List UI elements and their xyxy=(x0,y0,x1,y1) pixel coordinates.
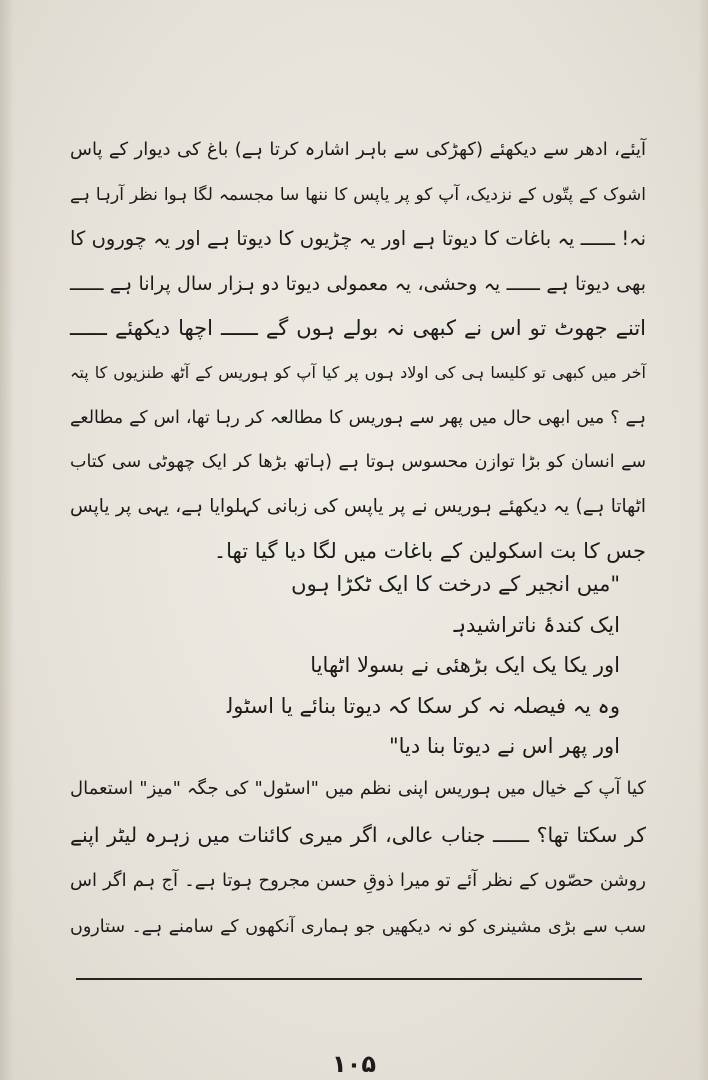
poem-line: اور پھر اس نے دیوتا بنا دیا" xyxy=(388,734,620,758)
text-line: ہے ؟ میں ابھی حال میں پھر سے ہوریس کا مطالعہ کر رہا تھا، اس کے مطالعے xyxy=(70,407,646,428)
text-line: روشن حصّوں کے نظر آئے تو میرا ذوقِ حسن مجروح ہوتا ہے۔ آج ہم اگر اس xyxy=(70,870,646,891)
poem-quote xyxy=(200,564,620,767)
poem-line: اور یکا یک ایک بڑھئی نے بسولا اٹھایا xyxy=(310,653,620,677)
text-line: سے انسان کو بڑا توازن محسوس ہوتا ہے (ہاتھ بڑھا کر ایک چھوٹی سی کتاب xyxy=(70,452,646,473)
paragraph-2 xyxy=(70,766,646,950)
page-number: ۱۰۵ xyxy=(332,1050,376,1078)
text-line: کر سکتا تھا؟ ــــــ جناب عالی، اگر میری کائنات میں زہرہ لیٹر اپنے xyxy=(70,823,646,847)
text-line: نہ! ــــــ یہ باغات کا دیوتا ہے اور یہ چڑیوں کا دیوتا ہے اور یہ چوروں کا xyxy=(70,227,646,251)
poem-line: وہ یہ فیصلہ نہ کر سکا کہ دیوتا بنائے یا اسٹول xyxy=(226,693,620,718)
text-line: بھی دیوتا ہے ــــــ یہ وحشی، یہ معمولی دیوتا دو ہزار سال پرانا ہے ــــــ xyxy=(70,272,646,295)
poem-line: ایک کندۂ ناتراشیدہ xyxy=(453,612,620,637)
text-line: آیئے، ادھر سے دیکھئے (کھڑکی سے باہر اشارہ کرتا ہے) باغ کی دیوار کے پاس xyxy=(70,139,646,160)
paragraph-1 xyxy=(70,128,646,574)
text-line: جس کا بت اسکولین کے باغات میں لگا دیا گیا تھا۔ xyxy=(213,539,646,564)
text-line: اشوک کے پتّوں کے نزدیک، آپ کو پر یاپس کا ننھا سا مجسمہ لگا ہوا نظر آرہا ہے xyxy=(70,184,646,205)
poem-line: "میں انجیر کے درخت کا ایک ٹکڑا ہوں xyxy=(291,572,620,596)
text-line: سب سے بڑی مشینری کو نہ دیکھیں جو ہماری آنکھوں کے سامنے ہے۔ ستاروں xyxy=(70,917,646,937)
text-line: آخر میں کبھی تو کلیسا ہی کی اولاد ہوں پر کیا آپ کو ہوریس کے آٹھ طنزیوں کا پتہ xyxy=(70,362,646,382)
page-shadow-right xyxy=(698,0,708,1080)
footer-rule xyxy=(76,978,642,980)
text-line: اتنے جھوٹ تو اس نے کبھی نہ بولے ہوں گے ــــــ اچھا دیکھئے ــــــ xyxy=(70,316,647,341)
page-shadow-left xyxy=(0,0,14,1080)
text-line: کیا آپ کے خیال میں ہوریس اپنی نظم میں "اسٹول" کی جگہ "میز" استعمال xyxy=(70,778,646,799)
text-line: اٹھاتا ہے) یہ دیکھئے ہوریس نے پر یاپس کی زبانی کہلوایا ہے، یہی پر یاپس xyxy=(70,495,646,517)
